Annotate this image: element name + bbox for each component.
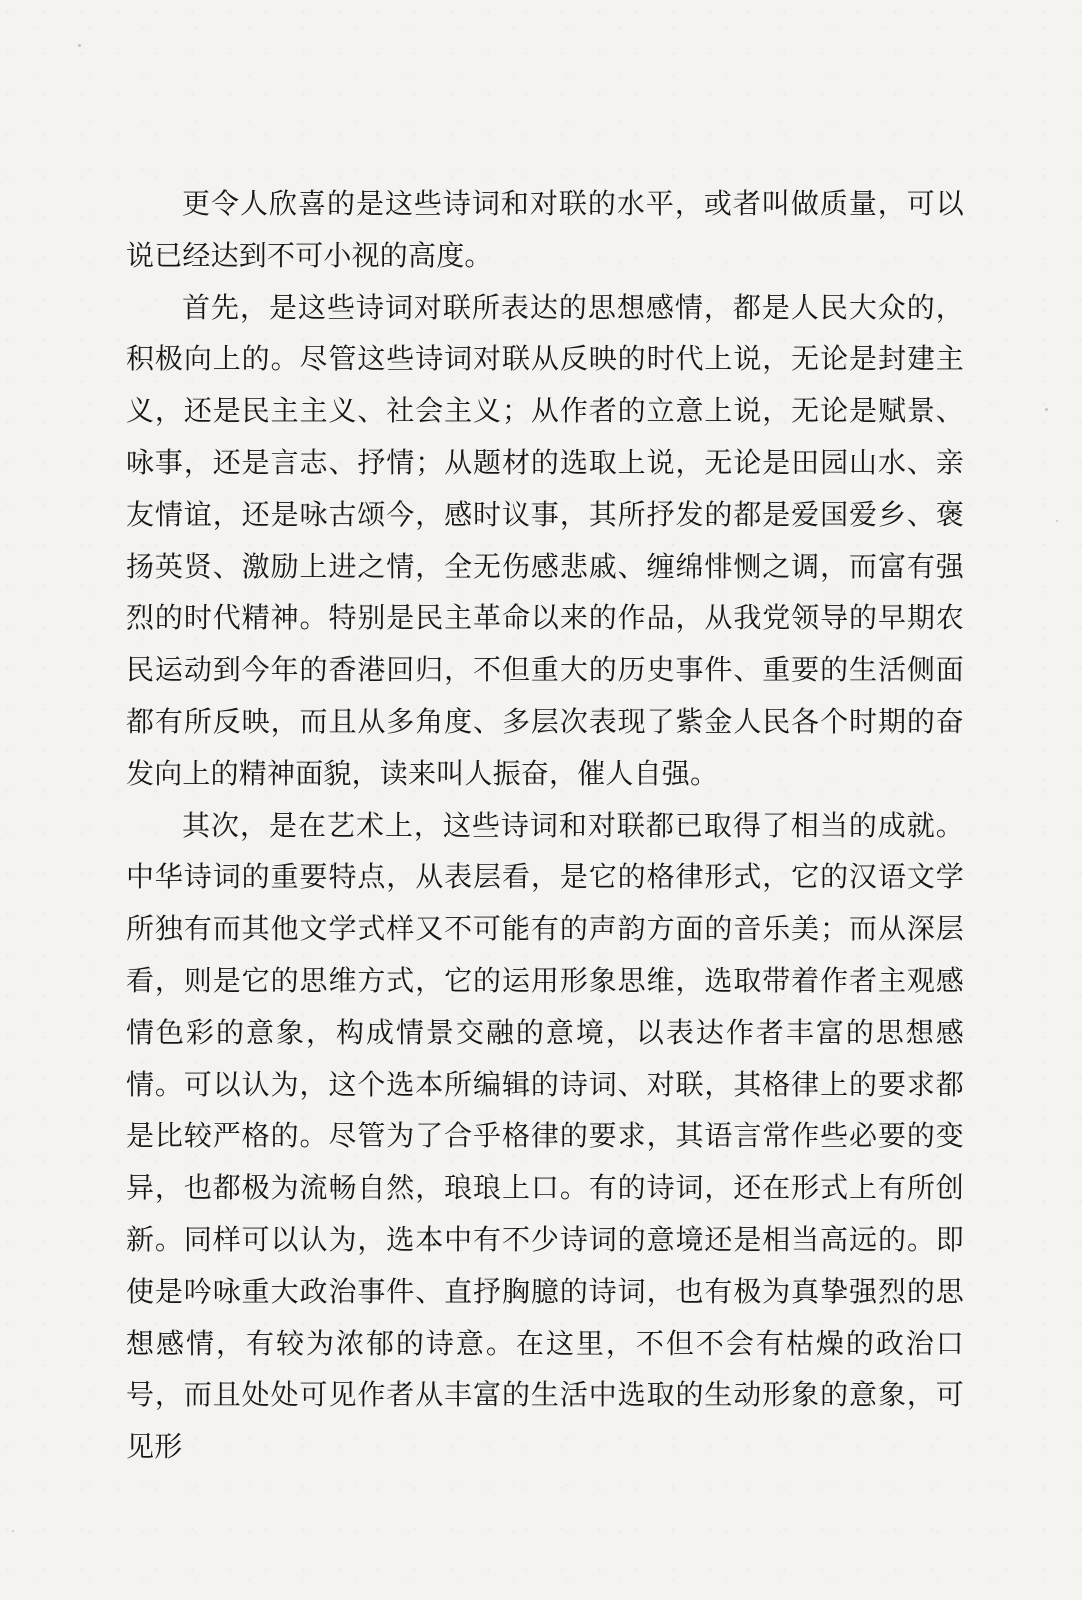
- paragraph-3: 其次，是在艺术上，这些诗词和对联都已取得了相当的成就。中华诗词的重要特点，从表层看，是它的格律形式，它的汉语文学所独有而其他文学式样又不可能有的声韵方面的音乐美；而从深层看，则是它的思维方式，它的运用形象思维，选取带着作者主观感情色彩的意象，构成情景交融的意境，以表达作者丰富的思想感情。可以认为，这个选本所编辑的诗词、对联，其格律上的要求都是比较严格的。尽管为了合乎格律的要求，其语言常作些必要的变异，也都极为流畅自然，琅琅上口。有的诗词，还在形式上有所创新。同样可以认为，选本中有不少诗词的意境还是相当高远的。即使是吟咏重大政治事件、直抒胸臆的诗词，也有极为真挚强烈的思想感情，有较为浓郁的诗意。在这里，不但不会有枯燥的政治口号，而且处处可见作者从丰富的生活中选取的生动形象的意象，可见形: [126, 808, 964, 1464]
- scan-speck: [78, 44, 81, 47]
- paragraph-1: 更令人欣喜的是这些诗词和对联的水平，或者叫做质量，可以说已经达到不可小视的高度。: [126, 187, 964, 272]
- scan-speck: [1045, 408, 1048, 411]
- scan-speck: [1056, 520, 1058, 522]
- scan-speck: [12, 1530, 14, 1532]
- body-text: [126, 178, 964, 1473]
- paragraph-2: 首先，是这些诗词对联所表达的思想感情，都是人民大众的，积极向上的。尽管这些诗词对联从反映的时代上说，无论是封建主义，还是民主主义、社会主义；从作者的立意上说，无论是赋景、咏事，还是言志、抒情；从题材的选取上说，无论是田园山水、亲友情谊，还是咏古颂今，感时议事，其所抒发的都是爱国爱乡、褒扬英贤、激励上进之情，全无伤感悲戚、缠绵悱恻之调，而富有强烈的时代精神。特别是民主革命以来的作品，从我党领导的早期农民运动到今年的香港回归，不但重大的历史事件、重要的生活侧面都有所反映，而且从多角度、多层次表现了紫金人民各个时期的奋发向上的精神面貌，读来叫人振奋，催人自强。: [126, 290, 964, 790]
